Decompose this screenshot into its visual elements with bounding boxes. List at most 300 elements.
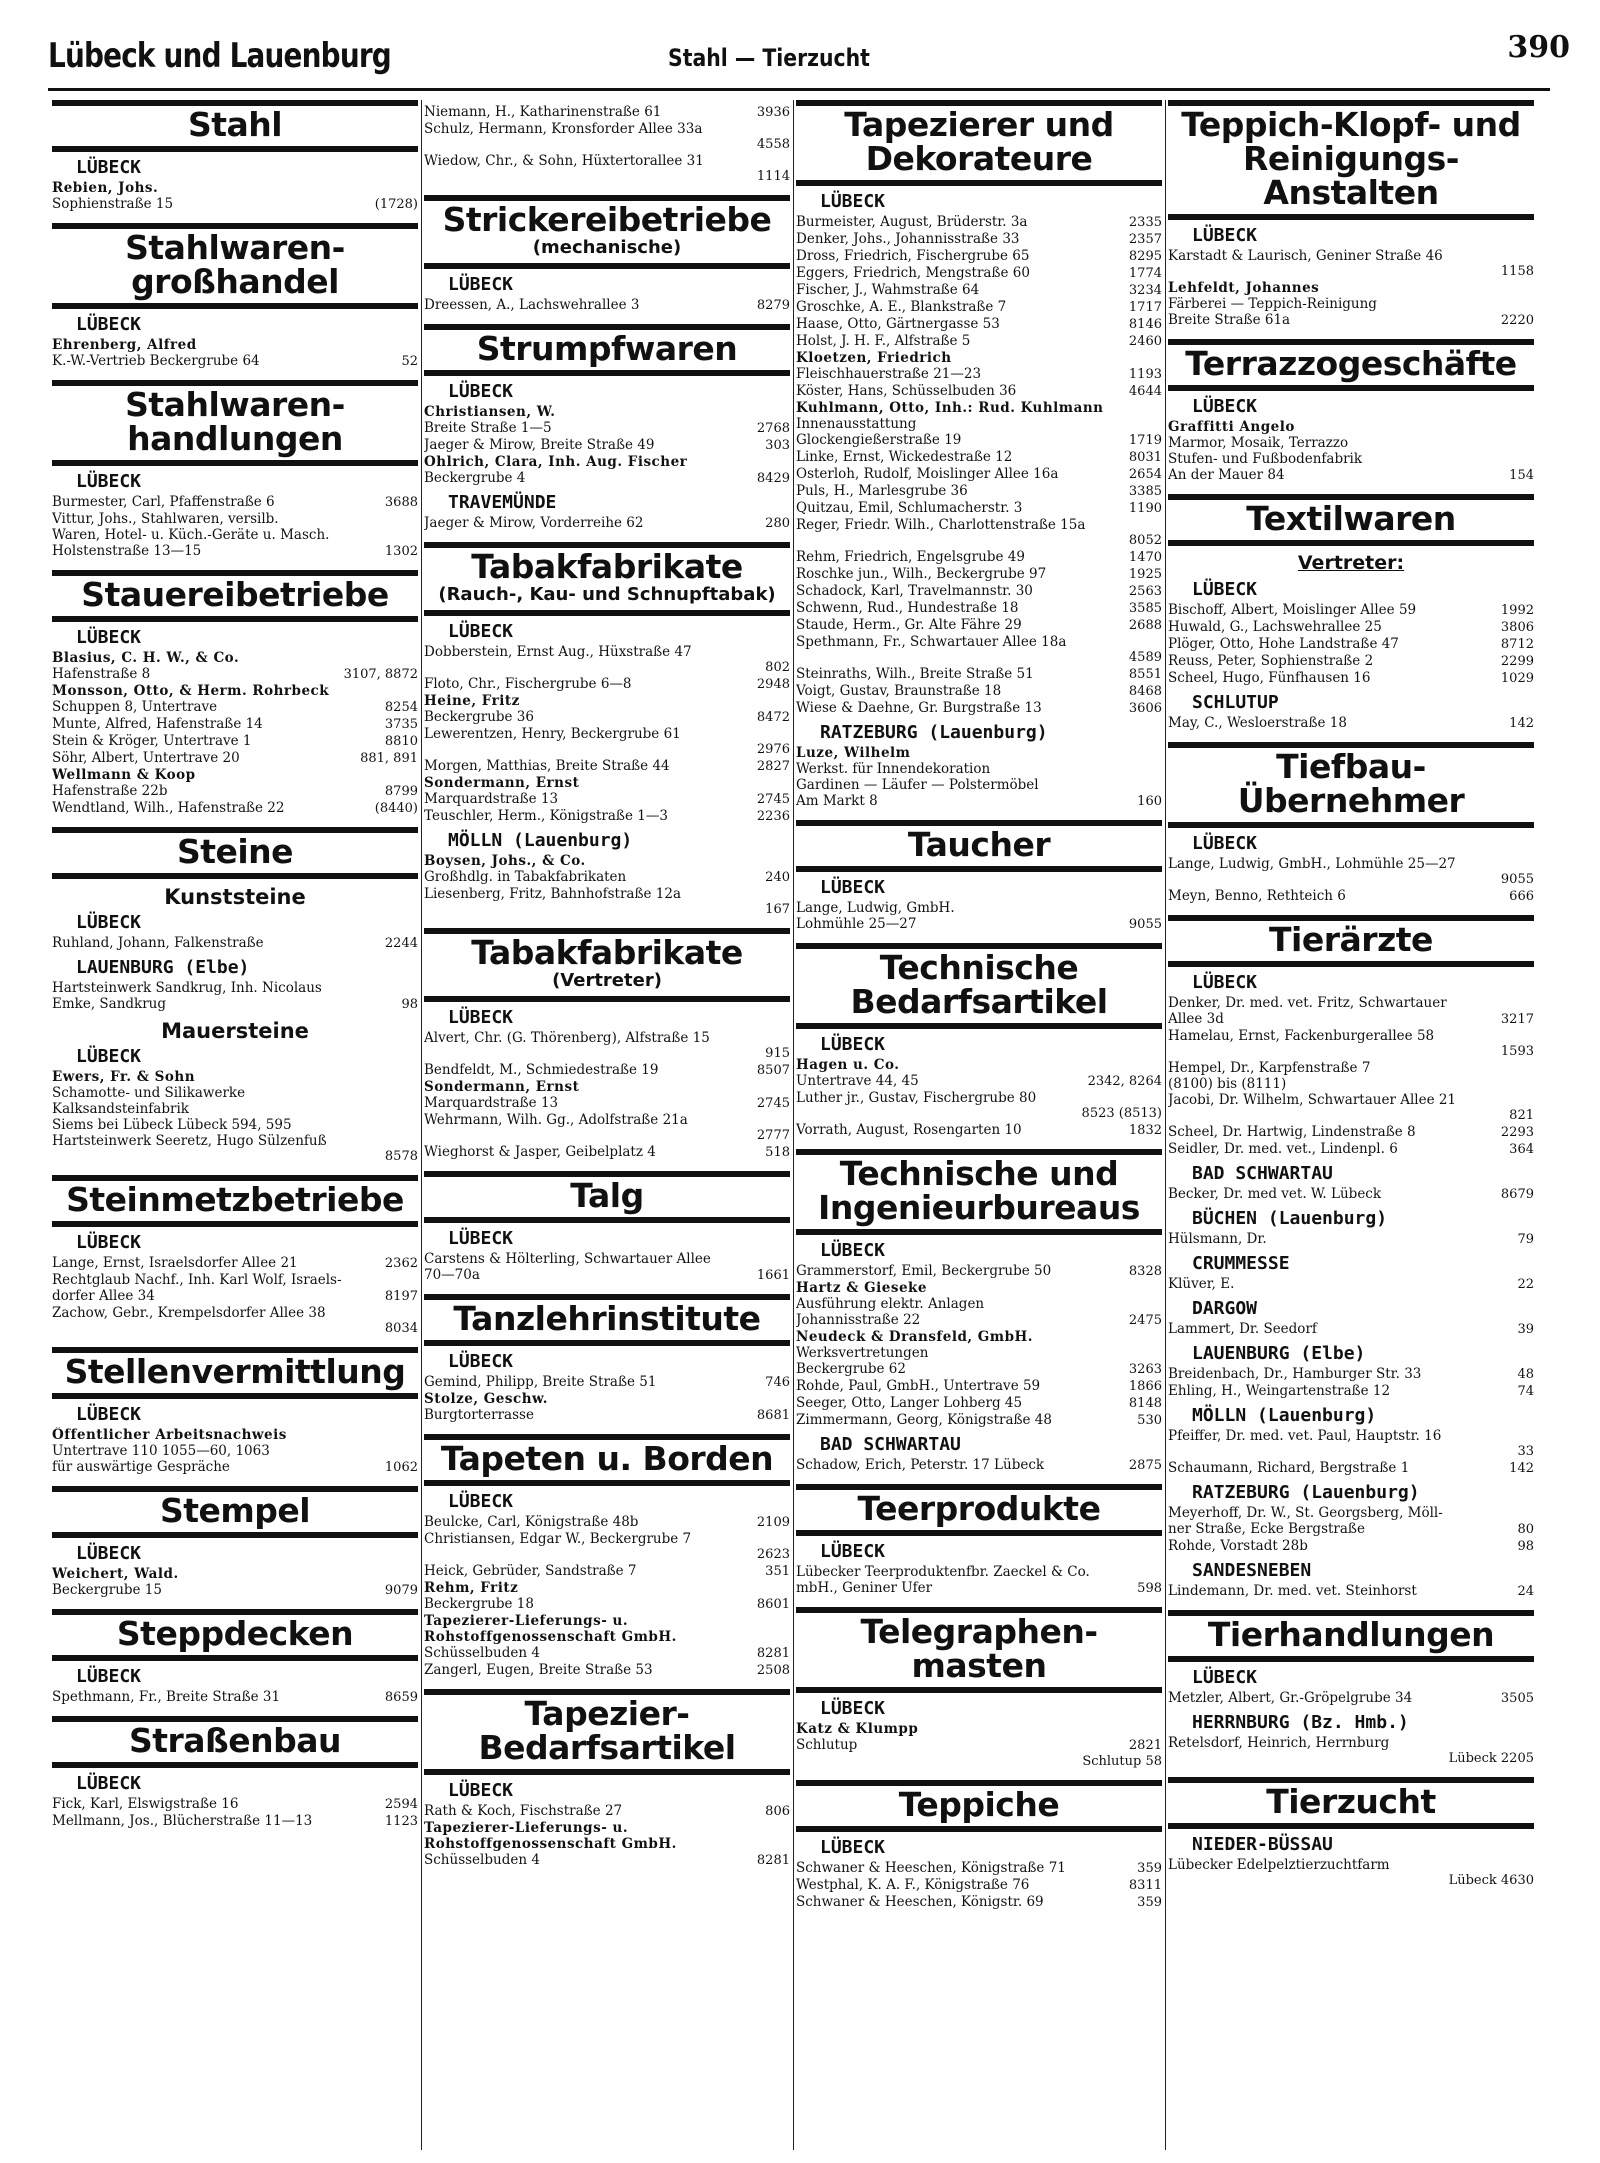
directory-entry bbox=[424, 775, 790, 791]
section-heading bbox=[52, 827, 418, 879]
entry-name: Schulz, Hermann, Kronsforder Allee 33a bbox=[424, 121, 703, 137]
entry-phone: 3217 bbox=[1500, 1012, 1534, 1027]
entry-name: Hagen u. Co. bbox=[796, 1057, 900, 1073]
directory-entry bbox=[796, 483, 1162, 500]
directory-entry bbox=[796, 214, 1162, 231]
directory-entry bbox=[424, 437, 790, 454]
directory-entry bbox=[424, 808, 790, 825]
entry-name: K.-W.-Vertrieb Beckergrube 64 bbox=[52, 353, 260, 369]
entry-name: Rohde, Vorstadt 28b bbox=[1168, 1538, 1308, 1554]
directory-entry bbox=[52, 180, 418, 196]
entry-phone: 2362 bbox=[384, 1256, 418, 1271]
entry-name: Fick, Karl, Elswigstraße 16 bbox=[52, 1796, 239, 1812]
directory-entry bbox=[424, 853, 790, 869]
location-group bbox=[796, 876, 1162, 933]
directory-entry bbox=[52, 935, 418, 952]
entry-name: Vittur, Johs., Stahlwaren, versilb. bbox=[52, 511, 279, 527]
location-group bbox=[52, 1231, 418, 1337]
directory-entry bbox=[1168, 296, 1534, 312]
directory-entry bbox=[796, 916, 1162, 933]
section-title: Tapezier-Bedarfsartikel bbox=[478, 1694, 736, 1767]
directory-entry bbox=[52, 1085, 418, 1101]
entry-name: Staude, Herm., Gr. Alte Fähre 29 bbox=[796, 617, 1022, 633]
location-group bbox=[1168, 1404, 1534, 1477]
directory-entry bbox=[796, 793, 1162, 810]
directory-entry bbox=[1168, 602, 1534, 619]
entry-name: Rebien, Johs. bbox=[52, 180, 159, 196]
entry-phone: 8281 bbox=[756, 1853, 790, 1868]
location-heading: LÜBECK bbox=[76, 1404, 142, 1425]
location-heading: LÜBECK bbox=[76, 314, 142, 335]
location-group bbox=[52, 1403, 418, 1476]
directory-section bbox=[424, 1171, 790, 1284]
directory-section bbox=[52, 827, 418, 1165]
directory-section bbox=[424, 1434, 790, 1679]
directory-entry bbox=[52, 1288, 418, 1305]
entry-phone: 2236 bbox=[756, 809, 790, 824]
entry-name: Lange, Ludwig, GmbH. bbox=[796, 900, 955, 916]
directory-entry bbox=[1168, 856, 1534, 872]
entry-phone: 4589 bbox=[1128, 650, 1162, 665]
directory-entry bbox=[52, 1305, 418, 1321]
directory-entry bbox=[1168, 1460, 1534, 1477]
directory-entry bbox=[1168, 1044, 1534, 1060]
entry-name: Beckergrube 4 bbox=[424, 470, 526, 486]
entry-phone: 1302 bbox=[384, 544, 418, 559]
entry-phone: 2475 bbox=[1128, 1313, 1162, 1328]
entry-name: Schwaner & Heeschen, Königstr. 69 bbox=[796, 1894, 1044, 1910]
directory-section bbox=[796, 943, 1162, 1139]
entry-phone: 1190 bbox=[1128, 501, 1162, 516]
location-heading: LÜBECK bbox=[820, 1240, 886, 1261]
directory-entry bbox=[52, 1255, 418, 1272]
section-title: Tierärzte bbox=[1269, 920, 1433, 959]
entry-name: Schüsselbuden 4 bbox=[424, 1852, 540, 1868]
entry-name: Öffentlicher Arbeitsnachweis bbox=[52, 1427, 287, 1443]
location-group bbox=[1168, 1342, 1534, 1400]
entry-name: Steinraths, Wilh., Breite Straße 51 bbox=[796, 666, 1034, 682]
entry-name: Lübecker Edelpelztierzuchtfarm bbox=[1168, 1857, 1390, 1873]
column-divider bbox=[1165, 100, 1166, 2150]
entry-name: Zachow, Gebr., Krempelsdorfer Allee 38 bbox=[52, 1305, 326, 1321]
entry-name: Hafenstraße 22b bbox=[52, 783, 168, 799]
entry-name: Rehm, Fritz bbox=[424, 1580, 519, 1596]
entry-name: Luze, Wilhelm bbox=[796, 745, 911, 761]
directory-entry bbox=[424, 1629, 790, 1645]
directory-entry bbox=[424, 1407, 790, 1424]
directory-entry bbox=[424, 169, 790, 185]
entry-phone: 3688 bbox=[384, 495, 418, 510]
entry-name: Holstenstraße 13—15 bbox=[52, 543, 202, 559]
directory-entry bbox=[424, 153, 790, 169]
entry-name: Christiansen, W. bbox=[424, 404, 556, 420]
directory-section bbox=[1168, 339, 1534, 484]
location-heading: LÜBECK bbox=[1192, 972, 1258, 993]
directory-entry bbox=[424, 1374, 790, 1391]
entry-phone: 598 bbox=[1137, 1581, 1162, 1596]
directory-entry bbox=[796, 383, 1162, 400]
directory-entry bbox=[52, 699, 418, 716]
location-heading: DARGOW bbox=[1192, 1298, 1258, 1319]
location-group bbox=[1168, 395, 1534, 484]
directory-entry bbox=[424, 1267, 790, 1284]
entry-name: Dreessen, A., Lachswehrallee 3 bbox=[424, 297, 640, 313]
section-title: Technische und Ingenieurbureaus bbox=[818, 1154, 1140, 1227]
directory-entry bbox=[796, 1564, 1162, 1580]
entry-name: Werksvertretungen bbox=[796, 1345, 929, 1361]
entry-name: Karstadt & Laurisch, Geniner Straße 46 bbox=[1168, 248, 1443, 264]
subsection-title: Kunststeine bbox=[164, 885, 306, 909]
entry-phone: 2508 bbox=[756, 1663, 790, 1678]
directory-entry bbox=[52, 1272, 418, 1288]
directory-entry bbox=[796, 350, 1162, 366]
entry-name: Großhdlg. in Tabakfabrikaten bbox=[424, 869, 627, 885]
section-title: Strickereibetriebe bbox=[442, 200, 772, 239]
entry-phone: 2220 bbox=[1500, 313, 1534, 328]
location-group bbox=[424, 1779, 790, 1869]
entry-phone: 1158 bbox=[1500, 264, 1534, 279]
directory-entry bbox=[424, 791, 790, 808]
entry-name: Sophienstraße 15 bbox=[52, 196, 174, 212]
directory-entry bbox=[796, 1329, 1162, 1345]
directory-section bbox=[796, 1780, 1162, 1911]
location-heading: LÜBECK bbox=[820, 1698, 886, 1719]
directory-section bbox=[52, 380, 418, 560]
entry-name: Fleischhauerstraße 21—23 bbox=[796, 366, 982, 382]
entry-phone: (8440) bbox=[374, 801, 418, 816]
location-group bbox=[52, 626, 418, 817]
location-group bbox=[424, 104, 790, 185]
directory-entry bbox=[52, 650, 418, 666]
section-heading bbox=[796, 1149, 1162, 1235]
entry-name: Morgen, Matthias, Breite Straße 44 bbox=[424, 758, 670, 774]
directory-entry bbox=[796, 1378, 1162, 1395]
location-group bbox=[52, 1772, 418, 1830]
entry-phone: 1062 bbox=[384, 1460, 418, 1475]
section-heading bbox=[796, 820, 1162, 872]
directory-entry bbox=[1168, 636, 1534, 653]
entry-name: Beckergrube 36 bbox=[424, 709, 534, 725]
directory-entry bbox=[1168, 1583, 1534, 1600]
section-title: Steppdecken bbox=[116, 1614, 354, 1653]
directory-entry bbox=[1168, 1538, 1534, 1555]
entry-name: Schamotte- und Silikawerke bbox=[52, 1085, 246, 1101]
directory-entry bbox=[1168, 1231, 1534, 1248]
entry-name: Wiedow, Chr., & Sohn, Hüxtertorallee 31 bbox=[424, 153, 704, 169]
section-title: Tierzucht bbox=[1266, 1782, 1436, 1821]
entry-phone: 8052 bbox=[1128, 533, 1162, 548]
directory-entry bbox=[424, 420, 790, 437]
directory-entry bbox=[52, 494, 418, 511]
entry-phone: 2335 bbox=[1128, 215, 1162, 230]
entry-name: Monsson, Otto, & Herm. Rohrbeck bbox=[52, 683, 330, 699]
subsection-title: Mauersteine bbox=[161, 1019, 309, 1043]
entry-name: Marquardstraße 13 bbox=[424, 1095, 559, 1111]
directory-section bbox=[1168, 1777, 1534, 1889]
directory-section bbox=[796, 1607, 1162, 1770]
directory-entry bbox=[424, 869, 790, 886]
entry-phone: 8810 bbox=[384, 734, 418, 749]
directory-entry bbox=[424, 1613, 790, 1629]
location-heading: LAUENBURG (Elbe) bbox=[76, 957, 250, 978]
location-group bbox=[1168, 1252, 1534, 1293]
directory-entry bbox=[424, 1030, 790, 1046]
entry-phone: 2948 bbox=[756, 677, 790, 692]
directory-entry bbox=[52, 750, 418, 767]
entry-name: Katz & Klumpp bbox=[796, 1721, 919, 1737]
entry-phone: 8551 bbox=[1128, 667, 1162, 682]
directory-entry bbox=[424, 1514, 790, 1531]
entry-phone: 2342, 8264 bbox=[1087, 1074, 1162, 1089]
entry-phone: 8799 bbox=[384, 784, 418, 799]
directory-entry bbox=[796, 432, 1162, 449]
location-group bbox=[424, 620, 790, 825]
directory-entry bbox=[52, 1443, 418, 1459]
location-heading: BAD SCHWARTAU bbox=[820, 1434, 961, 1455]
directory-entry bbox=[1168, 1857, 1534, 1873]
directory-entry bbox=[796, 1721, 1162, 1737]
entry-name: Luther jr., Gustav, Fischergrube 80 bbox=[796, 1090, 1037, 1106]
location-heading: LÜBECK bbox=[448, 1351, 514, 1372]
directory-entry bbox=[1168, 264, 1534, 280]
section-heading bbox=[796, 100, 1162, 186]
entry-name: Waren, Hotel- u. Küch.-Geräte u. Masch. bbox=[52, 527, 330, 543]
entry-name: Bischoff, Albert, Moislinger Allee 59 bbox=[1168, 602, 1417, 618]
directory-section bbox=[796, 820, 1162, 933]
directory-entry bbox=[52, 543, 418, 560]
location-heading: LÜBECK bbox=[76, 1543, 142, 1564]
entry-phone: 2563 bbox=[1128, 584, 1162, 599]
entry-name: Haase, Otto, Gärtnergasse 53 bbox=[796, 316, 1000, 332]
entry-phone: 1029 bbox=[1500, 671, 1534, 686]
directory-entry bbox=[796, 1280, 1162, 1296]
directory-entry bbox=[796, 1312, 1162, 1329]
section-subtitle: (mechanische) bbox=[532, 237, 682, 258]
directory-entry bbox=[424, 758, 790, 775]
location-heading: RATZEBURG (Lauenburg) bbox=[1192, 1482, 1420, 1503]
directory-entry bbox=[796, 1877, 1162, 1894]
directory-entry bbox=[52, 1813, 418, 1830]
entry-name: Meyerhoff, Dr. W., St. Georgsberg, Möll- bbox=[1168, 1505, 1443, 1521]
location-heading: LÜBECK bbox=[76, 471, 142, 492]
entry-name: Tapezierer-Lieferungs- u. bbox=[424, 1820, 629, 1836]
entry-phone: 359 bbox=[1137, 1895, 1162, 1910]
section-title: Steinmetzbetriebe bbox=[66, 1180, 404, 1219]
entry-name: Neudeck & Dransfeld, GmbH. bbox=[796, 1329, 1033, 1345]
location-group bbox=[52, 1665, 418, 1706]
directory-entry bbox=[424, 104, 790, 121]
section-title: Tabakfabrikate bbox=[471, 547, 743, 586]
entry-phone: 8295 bbox=[1128, 249, 1162, 264]
entry-name: Tapezierer-Lieferungs- u. bbox=[424, 1613, 629, 1629]
location-group bbox=[1168, 1666, 1534, 1707]
entry-phone: 3385 bbox=[1128, 484, 1162, 499]
entry-name: Christiansen, Edgar W., Beckergrube 7 bbox=[424, 1531, 692, 1547]
entry-phone: 160 bbox=[1137, 794, 1162, 809]
directory-section bbox=[52, 570, 418, 817]
directory-entry bbox=[1168, 248, 1534, 264]
directory-entry bbox=[796, 282, 1162, 299]
directory-section bbox=[424, 928, 790, 1161]
entry-name: 70—70a bbox=[424, 1267, 480, 1283]
location-group bbox=[796, 1836, 1162, 1911]
location-heading: HERRNBURG (Bz. Hmb.) bbox=[1192, 1712, 1409, 1733]
directory-entry bbox=[1168, 1092, 1534, 1108]
directory-entry bbox=[796, 1737, 1162, 1754]
directory-entry bbox=[52, 666, 418, 683]
entry-name: Metzler, Albert, Gr.-Gröpelgrube 34 bbox=[1168, 1690, 1413, 1706]
entry-name: Liesenberg, Fritz, Bahnhofstraße 12a bbox=[424, 886, 682, 902]
entry-name: Dobberstein, Ernst Aug., Hüxstraße 47 bbox=[424, 644, 692, 660]
entry-name: Söhr, Albert, Untertrave 20 bbox=[52, 750, 240, 766]
directory-entry bbox=[1168, 467, 1534, 484]
directory-entry bbox=[796, 1860, 1162, 1877]
entry-phone: 1992 bbox=[1500, 603, 1534, 618]
entry-name: Breidenbach, Dr., Hamburger Str. 33 bbox=[1168, 1366, 1422, 1382]
directory-entry bbox=[52, 1069, 418, 1085]
entry-phone: 3263 bbox=[1128, 1362, 1162, 1377]
directory-entry bbox=[52, 1689, 418, 1706]
section-heading bbox=[52, 1175, 418, 1227]
entry-name: Kuhlmann, Otto, Inh.: Rud. Kuhlmann bbox=[796, 400, 1104, 416]
entry-name: Marquardstraße 13 bbox=[424, 791, 559, 807]
entry-phone: 8679 bbox=[1500, 1187, 1534, 1202]
entry-name: Breite Straße 61a bbox=[1168, 312, 1291, 328]
location-group bbox=[1168, 1162, 1534, 1203]
directory-section bbox=[52, 1716, 418, 1830]
entry-name: Emke, Sandkrug bbox=[52, 996, 167, 1012]
directory-entry bbox=[424, 1112, 790, 1128]
entry-phone: 98 bbox=[1517, 1539, 1534, 1554]
directory-entry bbox=[796, 634, 1162, 650]
entry-phone: Lübeck 2205 bbox=[1448, 1751, 1534, 1766]
location-group bbox=[1168, 691, 1534, 732]
entry-name: Glockengießerstraße 19 bbox=[796, 432, 962, 448]
entry-phone: 4644 bbox=[1128, 384, 1162, 399]
section-title: Tiefbau-Übernehmer bbox=[1237, 747, 1465, 820]
entry-name: Voigt, Gustav, Braunstraße 18 bbox=[796, 683, 1002, 699]
location-heading: LÜBECK bbox=[820, 1837, 886, 1858]
directory-section bbox=[424, 195, 790, 314]
location-group bbox=[52, 885, 418, 952]
entry-phone: 74 bbox=[1517, 1384, 1534, 1399]
section-heading bbox=[1168, 100, 1534, 220]
entry-phone: 530 bbox=[1137, 1413, 1162, 1428]
directory-entry bbox=[424, 470, 790, 487]
entry-phone: 167 bbox=[765, 902, 790, 917]
entry-name: Breite Straße 1—5 bbox=[424, 420, 552, 436]
range-title: Stahl — Tierzucht bbox=[668, 44, 870, 72]
location-heading: LAUENBURG (Elbe) bbox=[1192, 1343, 1366, 1364]
directory-entry bbox=[424, 1580, 790, 1596]
entry-phone: 1661 bbox=[756, 1268, 790, 1283]
entry-name: Rehm, Friedrich, Engelsgrube 49 bbox=[796, 549, 1025, 565]
directory-entry bbox=[52, 996, 418, 1013]
entry-name: Hamelau, Ernst, Fackenburgerallee 58 bbox=[1168, 1028, 1435, 1044]
entry-name: Seidler, Dr. med. vet., Lindenpl. 6 bbox=[1168, 1141, 1398, 1157]
page-number: 390 bbox=[1507, 30, 1570, 65]
directory-entry bbox=[1168, 1141, 1534, 1158]
directory-section bbox=[52, 1347, 418, 1476]
entry-name: Johannisstraße 22 bbox=[796, 1312, 921, 1328]
directory-entry bbox=[52, 980, 418, 996]
directory-entry bbox=[796, 265, 1162, 282]
directory-section bbox=[1168, 100, 1534, 329]
entry-name: Lehfeldt, Johannes bbox=[1168, 280, 1320, 296]
section-title: Strumpfwaren bbox=[476, 329, 738, 368]
directory-entry bbox=[796, 500, 1162, 517]
entry-name: Beulcke, Carl, Königstraße 48b bbox=[424, 1514, 639, 1530]
section-title: Teppich-Klopf- und Reinigungs-Anstalten bbox=[1181, 105, 1521, 212]
location-heading: LÜBECK bbox=[448, 621, 514, 642]
entry-name: Carstens & Hölterling, Schwartauer Allee bbox=[424, 1251, 711, 1267]
directory-entry bbox=[1168, 995, 1534, 1011]
entry-phone: 2777 bbox=[756, 1128, 790, 1143]
entry-name: Innenausstattung bbox=[796, 416, 917, 432]
entry-phone: 8031 bbox=[1128, 450, 1162, 465]
entry-phone: 1719 bbox=[1128, 433, 1162, 448]
entry-name: Ehling, H., Weingartenstraße 12 bbox=[1168, 1383, 1391, 1399]
directory-entry bbox=[1168, 1060, 1534, 1076]
location-group bbox=[1168, 578, 1534, 687]
directory-entry bbox=[424, 1645, 790, 1662]
column-divider bbox=[421, 100, 422, 2150]
section-title: Taucher bbox=[907, 825, 1051, 864]
directory-entry bbox=[52, 1459, 418, 1476]
directory-entry bbox=[796, 1073, 1162, 1090]
section-title: Telegraphen-masten bbox=[860, 1612, 1098, 1685]
page-header bbox=[48, 26, 1570, 92]
entry-phone: 8468 bbox=[1128, 684, 1162, 699]
directory-entry bbox=[424, 742, 790, 758]
entry-name: Beckergrube 18 bbox=[424, 1596, 534, 1612]
section-heading bbox=[424, 324, 790, 376]
location-group bbox=[52, 1019, 418, 1165]
directory-entry bbox=[796, 777, 1162, 793]
entry-phone: 8659 bbox=[384, 1690, 418, 1705]
entry-phone: 8472 bbox=[756, 710, 790, 725]
location-group bbox=[1168, 224, 1534, 329]
entry-name: Burgtorterrasse bbox=[424, 1407, 534, 1423]
section-heading bbox=[424, 1689, 790, 1775]
directory-entry bbox=[1168, 419, 1534, 435]
section-heading bbox=[52, 380, 418, 466]
location-group bbox=[1168, 1559, 1534, 1600]
entry-phone: 3735 bbox=[384, 717, 418, 732]
entry-phone: 142 bbox=[1509, 716, 1534, 731]
entry-name: Pfeiffer, Dr. med. vet. Paul, Hauptstr. 16 bbox=[1168, 1428, 1442, 1444]
directory-section bbox=[1168, 742, 1534, 905]
location-group bbox=[1168, 971, 1534, 1158]
location-group bbox=[1168, 832, 1534, 905]
section-heading bbox=[52, 223, 418, 309]
location-group bbox=[1168, 1711, 1534, 1767]
directory-section bbox=[52, 1609, 418, 1706]
location-group bbox=[424, 491, 790, 532]
section-title: Teppiche bbox=[898, 1785, 1060, 1824]
directory-entry bbox=[1168, 1521, 1534, 1538]
entry-name: Beckergrube 15 bbox=[52, 1582, 162, 1598]
directory-entry bbox=[424, 693, 790, 709]
section-heading bbox=[1168, 1777, 1534, 1829]
directory-entry bbox=[1168, 435, 1534, 451]
entry-name: Holst, J. H. F., Alfstraße 5 bbox=[796, 333, 971, 349]
entry-name: Spethmann, Fr., Breite Straße 31 bbox=[52, 1689, 281, 1705]
entry-phone: 8146 bbox=[1128, 317, 1162, 332]
entry-name: Köster, Hans, Schüsselbuden 36 bbox=[796, 383, 1017, 399]
entry-phone: 8578 bbox=[384, 1149, 418, 1164]
directory-entry bbox=[796, 1894, 1162, 1911]
